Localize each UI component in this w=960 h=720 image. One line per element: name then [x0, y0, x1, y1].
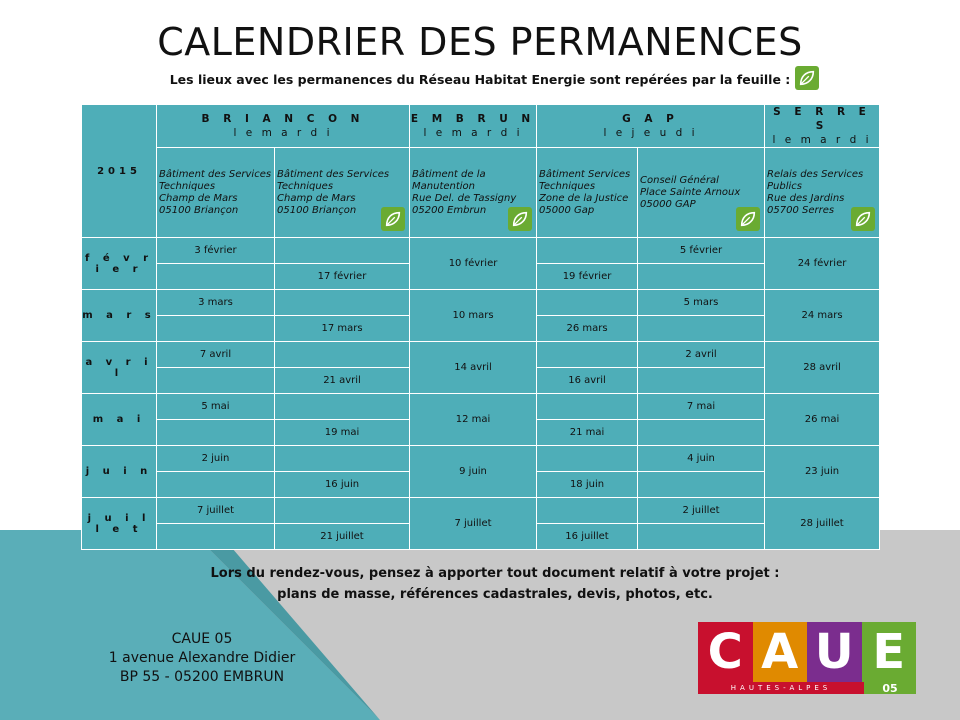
- address-text: Bâtiment des Services Techniques Champ de Mars 05100 Briançon: [159, 168, 272, 216]
- date-cell: 21 juillet: [275, 524, 410, 550]
- date-cell: [157, 472, 275, 498]
- caue-logo: [698, 622, 916, 694]
- date-cell: 26 mars: [537, 316, 638, 342]
- date-cell: 5 mai: [157, 394, 275, 420]
- month-row: [82, 290, 880, 316]
- date-cell: 26 mai: [765, 394, 880, 446]
- month-label: a v r i l: [82, 342, 157, 394]
- month-row: [82, 498, 880, 524]
- year-cell: 2015: [82, 105, 157, 238]
- month-label: m a r s: [82, 290, 157, 342]
- leaf-icon: [795, 66, 819, 90]
- leaf-legend: [795, 66, 821, 92]
- date-cell: 7 juillet: [410, 498, 537, 550]
- logo-subtitle: HAUTES-ALPES: [698, 682, 864, 694]
- page-subtitle: Les lieux avec les permanences du Réseau Habitat Energie sont repérées par la feuille :: [169, 72, 791, 87]
- date-cell: [157, 368, 275, 394]
- date-cell: 16 avril: [537, 368, 638, 394]
- date-cell: [638, 264, 765, 290]
- date-cell: 24 mars: [765, 290, 880, 342]
- date-cell: 2 juillet: [638, 498, 765, 524]
- date-cell: [537, 238, 638, 264]
- caue-address: [92, 630, 312, 687]
- date-cell: 21 avril: [275, 368, 410, 394]
- date-cell: 7 avril: [157, 342, 275, 368]
- date-cell: 16 juin: [275, 472, 410, 498]
- city-header-serres: [765, 105, 880, 148]
- address-serres: [765, 148, 880, 238]
- date-cell: 17 février: [275, 264, 410, 290]
- logo-letter: E: [862, 622, 917, 682]
- appointment-note: Lors du rendez-vous, pensez à apporter tout document relatif à votre projet : plans de masse, références cadastrales, devis, photos, etc.: [210, 566, 780, 602]
- city-name: E M B R U N: [410, 113, 536, 125]
- date-cell: [275, 238, 410, 264]
- city-day: l e j e u d i: [603, 127, 698, 139]
- date-cell: 19 février: [537, 264, 638, 290]
- permanences-table: [81, 104, 880, 550]
- leaf-icon: [736, 207, 760, 231]
- date-cell: 18 juin: [537, 472, 638, 498]
- date-cell: 17 mars: [275, 316, 410, 342]
- leaf-icon: [381, 207, 405, 231]
- address-line: BP 55 - 05200 EMBRUN: [119, 669, 285, 685]
- address-line: 1 avenue Alexandre Didier: [108, 650, 296, 666]
- address-text: Bâtiment des Services Techniques Champ de Mars 05100 Briançon: [277, 168, 390, 216]
- date-cell: 7 mai: [638, 394, 765, 420]
- address-gap-2: [638, 148, 765, 238]
- date-cell: [275, 446, 410, 472]
- month-row: [82, 446, 880, 472]
- date-cell: [275, 394, 410, 420]
- city-day: l e m a r d i: [423, 127, 523, 139]
- date-cell: 23 juin: [765, 446, 880, 498]
- city-name: S E R R E S: [773, 106, 871, 132]
- city-name: G A P: [622, 113, 679, 125]
- logo-letter: C: [698, 622, 753, 682]
- month-row: [82, 238, 880, 264]
- address-briancon-2: [275, 148, 410, 238]
- date-cell: [157, 420, 275, 446]
- month-label: f é v r i e r: [82, 238, 157, 290]
- city-day: l e m a r d i: [233, 127, 333, 139]
- logo-letter: A: [753, 622, 808, 682]
- date-cell: [275, 342, 410, 368]
- date-cell: 2 juin: [157, 446, 275, 472]
- logo-number: 05: [864, 682, 916, 694]
- date-cell: 7 juillet: [157, 498, 275, 524]
- date-cell: 10 février: [410, 238, 537, 290]
- date-cell: [157, 264, 275, 290]
- date-cell: 28 avril: [765, 342, 880, 394]
- address-line: CAUE 05: [171, 631, 233, 647]
- city-day: l e m a r d i: [772, 134, 872, 146]
- address-text: Relais des Services Publics Rue des Jardins 05700 Serres: [767, 168, 864, 216]
- month-label: m a i: [82, 394, 157, 446]
- date-cell: [638, 524, 765, 550]
- date-cell: [638, 368, 765, 394]
- date-cell: 4 juin: [638, 446, 765, 472]
- date-cell: 24 février: [765, 238, 880, 290]
- leaf-icon: [851, 207, 875, 231]
- date-cell: [537, 290, 638, 316]
- page-title: CALENDRIER DES PERMANENCES: [157, 20, 803, 64]
- date-cell: [157, 524, 275, 550]
- date-cell: 12 mai: [410, 394, 537, 446]
- date-cell: 9 juin: [410, 446, 537, 498]
- date-cell: [638, 472, 765, 498]
- date-cell: 16 juillet: [537, 524, 638, 550]
- logo-letter: U: [807, 622, 862, 682]
- date-cell: 2 avril: [638, 342, 765, 368]
- city-header-embrun: [410, 105, 537, 148]
- date-cell: 3 mars: [157, 290, 275, 316]
- date-cell: [275, 498, 410, 524]
- city-header-briancon: [157, 105, 410, 148]
- date-cell: [537, 342, 638, 368]
- date-cell: [537, 498, 638, 524]
- city-name: B R I A N C O N: [201, 113, 365, 125]
- date-cell: 5 mars: [638, 290, 765, 316]
- date-cell: 3 février: [157, 238, 275, 264]
- month-label: j u i n: [82, 446, 157, 498]
- address-text: Conseil Général Place Sainte Arnoux 05000 GAP: [640, 174, 741, 210]
- date-cell: [157, 316, 275, 342]
- date-cell: [537, 394, 638, 420]
- address-text: Bâtiment de la Manutention Rue Del. de Tassigny 05200 Embrun: [412, 168, 517, 216]
- date-cell: 5 février: [638, 238, 765, 264]
- date-cell: 14 avril: [410, 342, 537, 394]
- date-cell: 21 mai: [537, 420, 638, 446]
- date-cell: 19 mai: [275, 420, 410, 446]
- leaf-icon: [508, 207, 532, 231]
- month-label: j u i l l e t: [82, 498, 157, 550]
- city-header-gap: [537, 105, 765, 148]
- date-cell: [638, 316, 765, 342]
- date-cell: 10 mars: [410, 290, 537, 342]
- date-cell: [638, 420, 765, 446]
- date-cell: 28 juillet: [765, 498, 880, 550]
- address-briancon-1: [157, 148, 275, 238]
- month-row: [82, 342, 880, 368]
- date-cell: [537, 446, 638, 472]
- address-gap-1: [537, 148, 638, 238]
- address-embrun: [410, 148, 537, 238]
- date-cell: [275, 290, 410, 316]
- address-text: Bâtiment Services Techniques Zone de la Justice 05000 Gap: [539, 168, 631, 216]
- month-row: [82, 394, 880, 420]
